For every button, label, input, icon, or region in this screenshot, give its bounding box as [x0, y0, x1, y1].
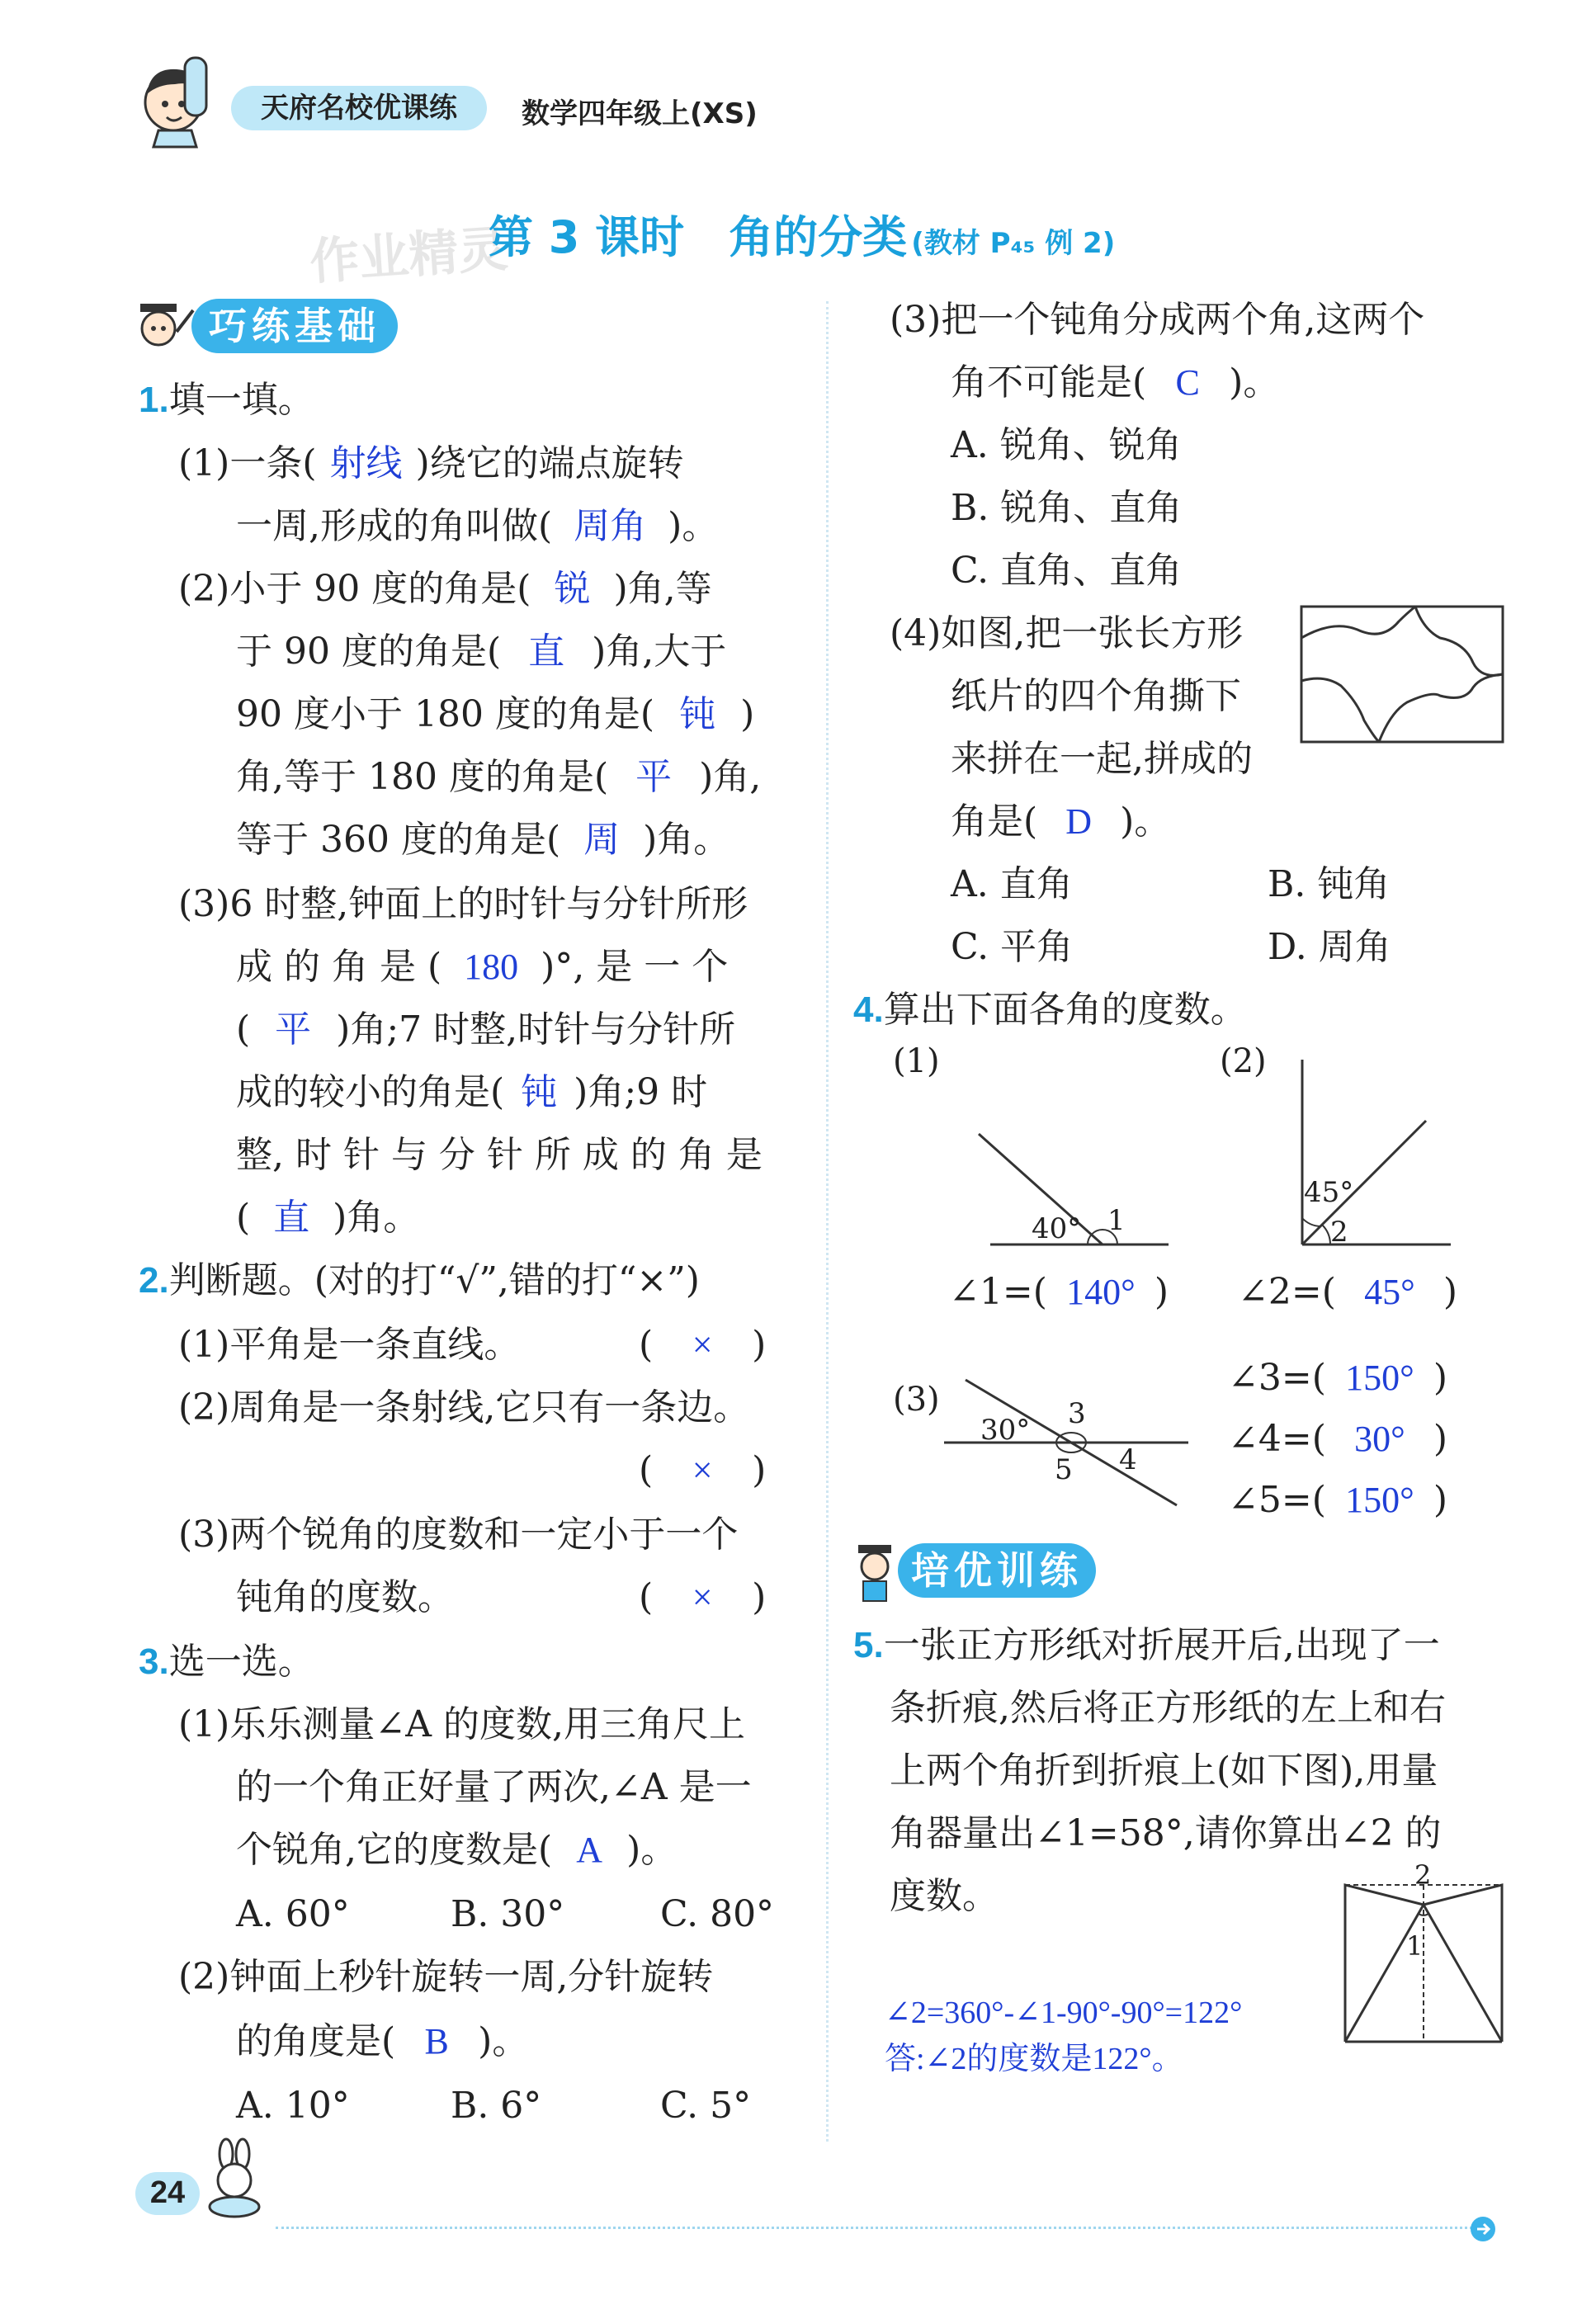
q4-a5-label: ∠5=( [1228, 1479, 1326, 1521]
q1-p3-text8: 整, 时 针 与 分 针 所 成 的 角 是 [236, 1134, 763, 1176]
q4-number: 4. [853, 989, 884, 1030]
q1-p2-text2: )角,等 [613, 568, 712, 610]
q5-number: 5. [853, 1625, 884, 1665]
q1-p3-text6: 成的较小的角是( [236, 1071, 505, 1113]
q3-p1-optB: B. 30° [451, 1893, 565, 1935]
q3-p1-text2: 的一个角正好量了两次,∠A 是一 [236, 1766, 752, 1808]
q3-p2-optA: A. 10° [236, 2085, 350, 2127]
q2-s1-text: (1)平角是一条直线。 [178, 1324, 521, 1366]
column-divider [826, 301, 829, 2142]
q1-p2-text10: )角。 [643, 819, 730, 861]
q3-p3-line1 [890, 299, 1425, 341]
q3-p4-optC: C. 平角 [951, 926, 1074, 968]
q3-p4-text5: )。 [1120, 801, 1171, 843]
q3-p3-optC: C. 直角、直角 [951, 550, 1183, 592]
q2-s1-judge [639, 1324, 767, 1366]
q3-p3-line2 [951, 361, 1280, 404]
q5-figure [1343, 1880, 1505, 2048]
mascot-icon [134, 51, 224, 150]
q4-fig3-m4: 4 [1119, 1443, 1137, 1476]
q3-p1-line3 [236, 1829, 678, 1871]
q3-p3-optA: A. 锐角、锐角 [951, 424, 1182, 466]
q3-p4-optB: B. 钝角 [1268, 863, 1391, 905]
q3-p2-text2: 的角度是( [236, 2020, 396, 2062]
q3-p2-answer: B [424, 2021, 449, 2062]
q5-line1 [853, 1624, 1440, 1666]
q1-title: 填一填。 [168, 379, 314, 421]
q3-p4-answer: D [1065, 801, 1093, 842]
q1-p3-text3: )°, 是 一 个 [541, 946, 729, 988]
q1-p3-line6 [236, 1197, 420, 1239]
page-number: 24 [149, 2175, 186, 2210]
q3-p2-optB: B. 6° [451, 2085, 542, 2127]
q4-close: ) [1433, 1357, 1448, 1399]
q1-number: 1. [139, 380, 169, 420]
q3-p1-optA: A. 60° [236, 1893, 350, 1935]
q2-open: ( [639, 1576, 654, 1618]
q3-p3-text: (3)把一个钝角分成两个角,这两个 [890, 299, 1425, 341]
q4-answer5: 150° [1345, 1480, 1414, 1520]
q5-line5: 度数。 [890, 1875, 999, 1917]
watermark: 作业精灵 [308, 220, 510, 292]
q4-fig2-mark: 2 [1330, 1216, 1348, 1249]
q1-p3-line1 [178, 883, 748, 925]
q1-p3-answer3: 钝 [521, 1072, 558, 1112]
q1-p3-text2: 成 的 角 是 ( [236, 946, 442, 988]
q3-p3-answer: C [1175, 362, 1200, 403]
q3-p4-text2: 纸片的四个角撕下 [951, 675, 1241, 717]
q1-p3-line3 [236, 1008, 736, 1051]
q3-p2-optC: C. 5° [660, 2085, 752, 2127]
q1-p3-answer4: 直 [273, 1197, 310, 1238]
q2-header [139, 1259, 700, 1301]
q4-answer4: 30° [1354, 1419, 1405, 1459]
q2-s2-text: (2)周角是一条射线,它只有一条边。 [178, 1386, 750, 1429]
q2-s2 [178, 1386, 750, 1429]
q3-header [139, 1641, 314, 1683]
q3-p4-line2 [951, 675, 1241, 717]
q4-fig1-mark: 1 [1107, 1204, 1126, 1237]
footer-dotted-line [276, 2227, 1472, 2229]
q1-p3-line5 [236, 1134, 763, 1176]
q1-p2-answer4: 平 [635, 757, 673, 797]
q1-p3-answer2: 平 [275, 1009, 312, 1050]
q5-answer-sentence: 答:∠2的度数是122°。 [885, 2042, 1183, 2076]
q4-a4-label: ∠4=( [1228, 1418, 1326, 1460]
q5-line4: 角器量出∠1=58°,请你算出∠2 的 [890, 1812, 1442, 1854]
q1-p2-text5: 90 度小于 180 度的角是( [236, 693, 655, 735]
q2-s3-judge [639, 1576, 767, 1618]
q1-p3-text7: )角;9 时 [574, 1071, 708, 1113]
q4-fig1-given: 40° [1032, 1212, 1082, 1245]
q4-answer2: 45° [1364, 1272, 1415, 1312]
q3-p1-text3: 个锐角,它的度数是( [236, 1829, 553, 1871]
q3-p4-line3 [951, 738, 1253, 780]
q3-p1-line1 [178, 1703, 745, 1745]
q1-p1-answer2: 周角 [574, 506, 647, 546]
rabbit-icon [198, 2137, 272, 2220]
q4-close: ) [1443, 1271, 1458, 1313]
q3-p2-line2 [236, 2020, 529, 2062]
q1-p3-text9: ( [236, 1197, 251, 1239]
q3-p3-optB: B. 锐角、直角 [951, 487, 1183, 529]
q1-p2-line3 [236, 693, 755, 735]
q1-p2-text6: ) [740, 693, 755, 735]
q2-close: ) [752, 1449, 767, 1491]
q1-header [139, 379, 314, 421]
q3-p4-text4: 角是( [951, 801, 1038, 843]
q3-title: 选一选。 [168, 1641, 314, 1683]
q1-p2-text9: 等于 360 度的角是( [236, 819, 561, 861]
q1-p2-line5 [236, 819, 730, 861]
q1-p2-text8: )角, [699, 756, 762, 798]
q1-p2-answer1: 锐 [554, 569, 591, 609]
q4-fig3-m5: 5 [1055, 1453, 1073, 1486]
q4-close: ) [1433, 1479, 1448, 1521]
q2-open: ( [639, 1324, 654, 1366]
q4-a3-label: ∠3=( [1228, 1357, 1326, 1399]
q4-fig3-m3: 3 [1068, 1397, 1086, 1430]
q4-close: ) [1433, 1418, 1448, 1460]
q3-p4-text3: 来拼在一起,拼成的 [951, 738, 1253, 780]
q2-close: ) [752, 1576, 767, 1618]
q1-p3-text: (3)6 时整,钟面上的时针与分针所形 [178, 883, 748, 925]
q3-p2-text3: )。 [478, 2020, 529, 2062]
q3-p1-line2 [236, 1766, 752, 1808]
q4-answer2-row [1238, 1271, 1458, 1313]
q4-fig2-label: (2) [1220, 1042, 1267, 1080]
q4-answer3-row [1228, 1357, 1448, 1399]
q3-p2-text: (2)钟面上秒针旋转一周,分针旋转 [178, 1956, 714, 1998]
q2-close: ) [752, 1324, 767, 1366]
lesson-title [489, 202, 1115, 266]
q1-p2-text: (2)小于 90 度的角是( [178, 568, 531, 610]
q1-p2-text7: 角,等于 180 度的角是( [236, 756, 609, 798]
q1-p1-text3: 一周,形成的角叫做( [236, 505, 553, 547]
q3-p4-optD: D. 周角 [1268, 926, 1391, 968]
q3-p1-text: (1)乐乐测量∠A 的度数,用三角尺上 [178, 1703, 745, 1745]
q4-fig1-label: (1) [893, 1042, 940, 1080]
series-title: 天府名校优课练 [231, 86, 487, 130]
q4-header [853, 989, 1247, 1031]
q4-close: ) [1154, 1271, 1169, 1313]
q2-s2-judge [639, 1449, 767, 1491]
q1-p3-text5: )角;7 时整,时针与分针所 [336, 1008, 736, 1051]
q4-answer4-row [1228, 1418, 1448, 1460]
q1-p2-line2 [236, 631, 727, 673]
teacher-icon [850, 1542, 900, 1603]
lesson-ref: (教材 P₄₅ 例 2) [911, 227, 1116, 260]
q3-number: 3. [139, 1641, 169, 1682]
q4-title: 算出下面各角的度数。 [883, 989, 1247, 1031]
q1-p3-text4: ( [236, 1008, 251, 1051]
q4-fig3-label: (3) [893, 1381, 940, 1419]
subject-title: 数学四年级上(XS) [522, 97, 758, 130]
section-advanced: 培优训练 [898, 1543, 1096, 1598]
q4-figure2 [1294, 1056, 1459, 1258]
q4-answer1-row [949, 1271, 1169, 1313]
q3-p1-text4: )。 [626, 1829, 678, 1871]
q1-p1-answer1: 射线 [329, 443, 403, 484]
q4-fig2-given: 45° [1304, 1176, 1354, 1209]
q2-open: ( [639, 1449, 654, 1491]
q5-answer-formula: ∠2=360°-∠1-90°-90°=122° [885, 1995, 1243, 2030]
q5-fig-mark1: 1 [1406, 1930, 1424, 1962]
q2-number: 2. [139, 1260, 169, 1301]
section-basic: 巧练基础 [191, 299, 398, 353]
q2-s3-text2: 钝角的度数。 [236, 1576, 454, 1618]
q1-p1-text4: )。 [668, 505, 719, 547]
q1-p1-text: (1)一条( [178, 442, 317, 484]
q4-fig3-given: 30° [980, 1414, 1031, 1447]
q5-line3: 上两个角折到折痕上(如下图),用量 [890, 1750, 1438, 1792]
q1-p2-answer5: 周 [583, 819, 621, 860]
q3-p4-text: (4)如图,把一张长方形 [890, 612, 1244, 654]
lesson-title-text: 第 3 课时 角的分类 [489, 211, 908, 263]
q3-p2-line1 [178, 1956, 714, 1998]
q2-s3-text: (3)两个锐角的度数和一定小于一个 [178, 1514, 739, 1556]
q2-s3 [178, 1514, 739, 1556]
q1-p3-text10: )角。 [333, 1197, 420, 1239]
q1-p2-answer3: 钝 [679, 694, 716, 734]
student-icon [132, 299, 196, 358]
q2-s3b [236, 1576, 454, 1618]
q4-answer1: 140° [1066, 1272, 1136, 1312]
torn-paper-figure [1300, 605, 1504, 747]
q3-p1-answer: A [576, 1830, 603, 1870]
q1-p1-line2 [236, 505, 719, 547]
q5-line2: 条折痕,然后将正方形纸的左上和右 [890, 1687, 1446, 1729]
q3-p3-text2: 角不可能是( [951, 361, 1147, 404]
next-arrow-icon [1469, 2215, 1497, 2243]
q2-title: 判断题。(对的打“√”,错的打“×”) [168, 1259, 700, 1301]
q1-p3-answer1: 180 [464, 947, 519, 987]
q5-fig-mark2: 2 [1414, 1859, 1432, 1891]
q4-answer3: 150° [1345, 1358, 1414, 1398]
q1-p2-text3: 于 90 度的角是( [236, 631, 502, 673]
q1-p2-line1 [178, 568, 712, 610]
q5-text1: 一张正方形纸对折展开后,出现了一 [883, 1624, 1440, 1666]
q3-p4-optA: A. 直角 [951, 863, 1073, 905]
q1-p1-line1 [178, 442, 684, 484]
q2-answer3: × [692, 1577, 713, 1618]
q1-p3-line2 [236, 946, 729, 988]
q4-a2-label: ∠2=( [1238, 1271, 1336, 1313]
q4-answer5-row [1228, 1479, 1448, 1521]
q2-answer2: × [692, 1450, 713, 1490]
q1-p3-line4 [236, 1071, 708, 1113]
q3-p4-line1 [890, 612, 1244, 654]
q1-p2-answer2: 直 [528, 631, 565, 672]
q3-p1-optC: C. 80° [660, 1893, 775, 1935]
q3-p4-line4 [951, 801, 1171, 843]
q1-p2-text4: )角,大于 [592, 631, 727, 673]
q2-s1 [178, 1324, 521, 1366]
q1-p2-line4 [236, 756, 762, 798]
q4-a1-label: ∠1=( [949, 1271, 1047, 1313]
q2-answer1: × [692, 1325, 713, 1365]
q3-p3-text3: )。 [1229, 361, 1280, 404]
q1-p1-text2: )绕它的端点旋转 [415, 442, 684, 484]
